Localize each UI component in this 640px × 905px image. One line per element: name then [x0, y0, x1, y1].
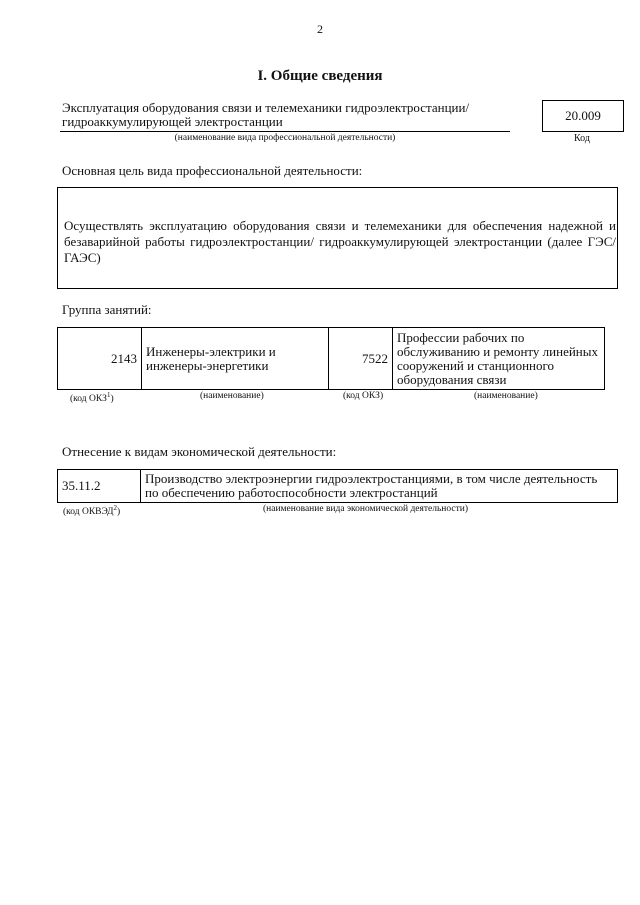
footnote-marker: 2 — [113, 504, 117, 512]
economic-activity-label: Отнесение к видам экономической деятельности: — [62, 444, 337, 459]
activity-name-caption: (наименование вида профессиональной деятельности) — [174, 133, 396, 143]
okz-code-caption: (код ОКЗ$^1$) — [70, 391, 114, 405]
main-goal-text: Осуществлять эксплуатацию оборудования связи и телемеханики для обеспечения надежной и безаварийной работы гидроэлектростанции/ гидроаккумулирующей электростанции (далее ГЭС/ГАЭС) — [64, 218, 616, 265]
okved-name-caption: (наименование вида экономической деятельности) — [263, 504, 468, 514]
okz-code-caption-2: (код ОКЗ) — [343, 391, 384, 401]
economic-activity-table — [57, 469, 618, 503]
table-row — [58, 328, 605, 390]
activity-code: 20.009 — [565, 108, 601, 123]
activity-code-caption: Код — [574, 133, 590, 144]
main-goal-label: Основная цель вида профессиональной деятельности: — [62, 163, 363, 178]
activity-name: Эксплуатация оборудования связи и телемеханики гидроэлектростанции/ гидроаккумулирующей электростанции — [62, 100, 470, 129]
activity-name-underline — [60, 131, 510, 132]
okz-name-cell: Профессии рабочих по обслуживанию и ремонту линейных сооружений и станционного оборудования связи — [393, 328, 605, 390]
okved-code-cell: 35.11.2 — [58, 470, 141, 503]
activity-code-box — [542, 100, 624, 132]
section-title: I. Общие сведения — [257, 68, 383, 84]
footnote-marker: 1 — [106, 391, 111, 399]
okz-code-cell: 7522 — [329, 328, 393, 390]
okz-name-caption: (наименование) — [200, 391, 264, 401]
occupation-group-label: Группа занятий: — [62, 302, 152, 317]
okved-code-caption: (код ОКВЭД$^2$) — [63, 504, 121, 518]
okz-name-caption-2: (наименование) — [474, 391, 538, 401]
table-row — [58, 470, 618, 503]
occupation-group-table — [57, 327, 605, 390]
page-number: 2 — [317, 22, 323, 36]
okz-code-cell: 2143 — [58, 328, 142, 390]
okz-name-cell: Инженеры-электрики и инженеры-энергетики — [142, 328, 329, 390]
okved-name-cell: Производство электроэнергии гидроэлектростанциями, в том числе деятельность по обеспечению работоспособности электростанций — [141, 470, 618, 503]
